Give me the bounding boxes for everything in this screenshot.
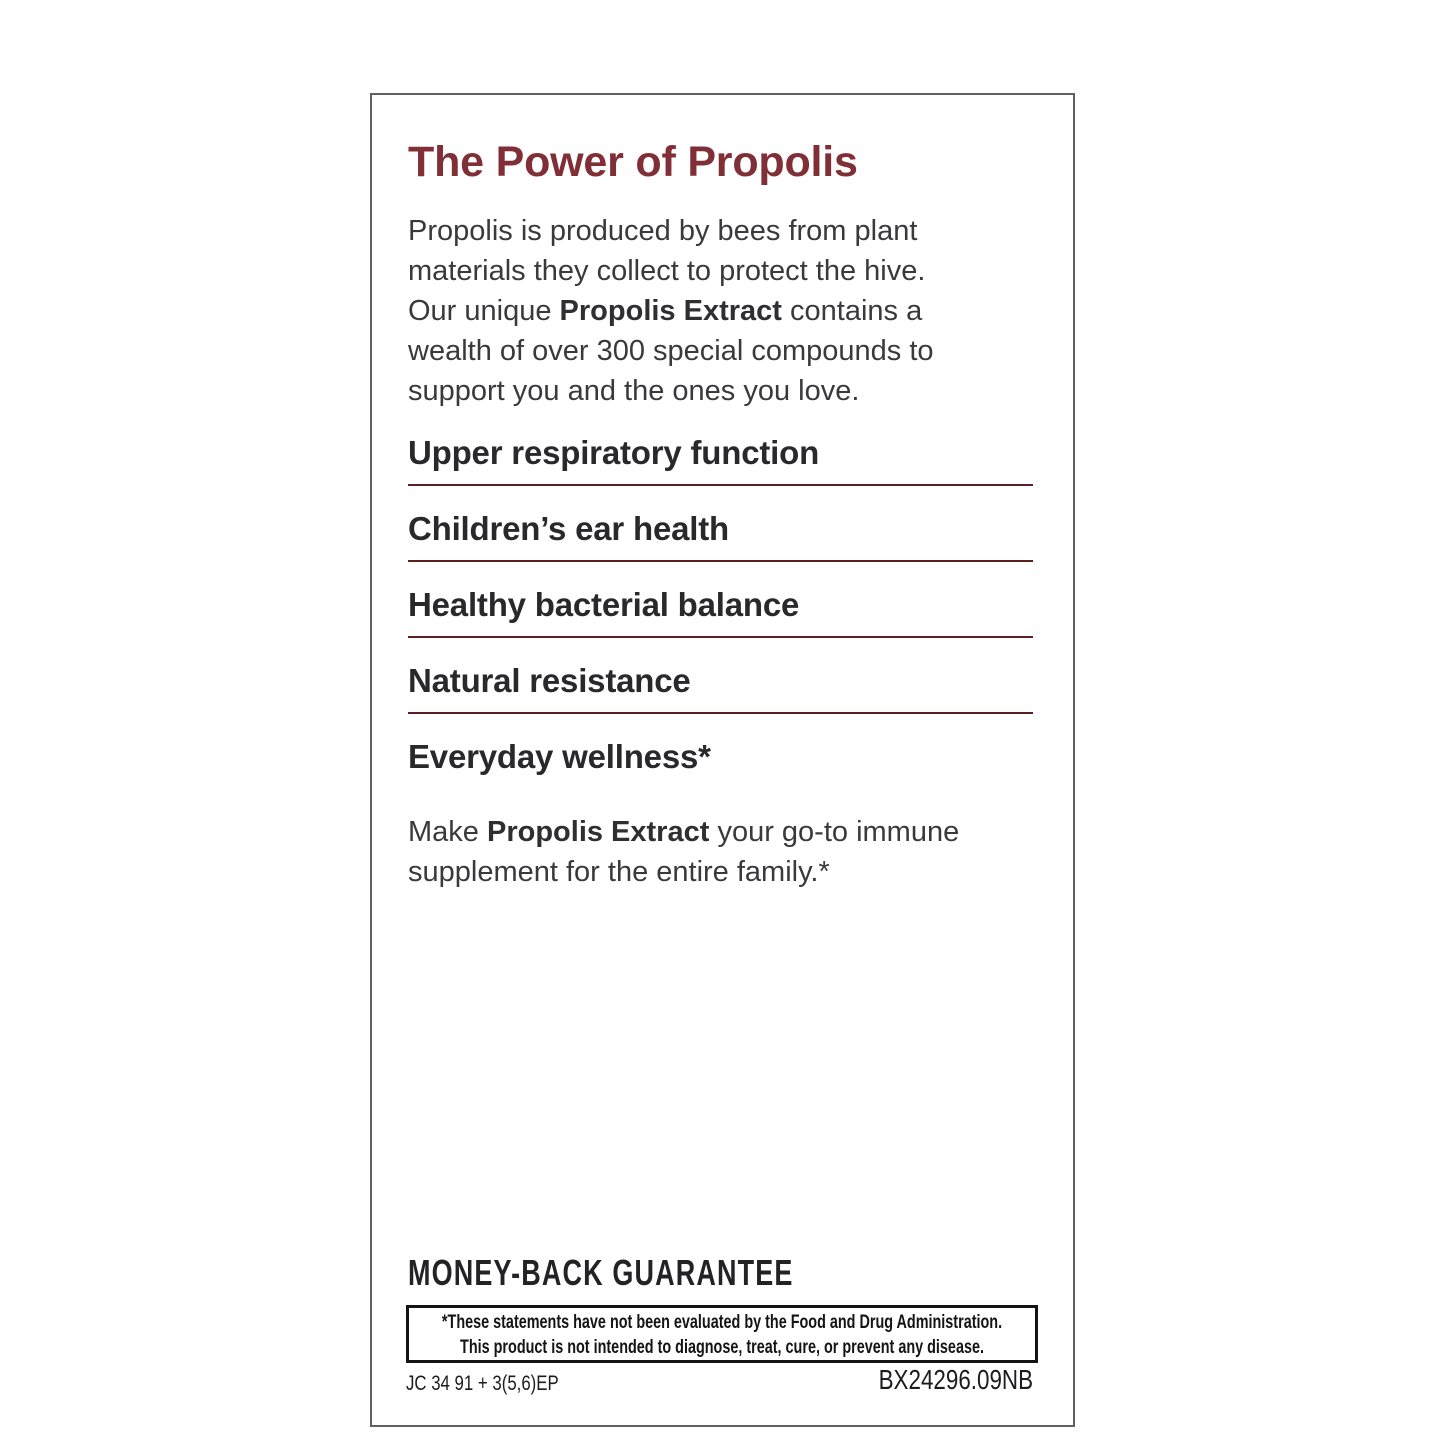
money-back-guarantee-text: MONEY-BACK GUARANTEE [408, 1252, 794, 1293]
benefit-item-upper-respiratory: Upper respiratory function [408, 433, 1033, 486]
intro-line-3-post: contains a [781, 295, 923, 327]
closing-paragraph [408, 812, 1033, 892]
fda-disclaimer-line-2: This product is not intended to diagnose, treat, cure, or prevent any disease. [460, 1337, 984, 1358]
production-code-left: JC 34 91 + 3(5,6)EP [406, 1372, 559, 1395]
intro-line-4-text: wealth of over 300 special compounds to [408, 335, 934, 367]
benefit-item-natural-resistance: Natural resistance [408, 661, 1033, 714]
product-name-bold-closing: Propolis Extract [486, 816, 710, 848]
fda-disclaimer-box [406, 1305, 1038, 1363]
intro-line-2 [408, 251, 1033, 291]
propolis-info-panel [370, 93, 1075, 1427]
benefits-list [408, 433, 1033, 777]
intro-line-5 [408, 371, 1033, 411]
fda-disclaimer-text [409, 1308, 1035, 1360]
fda-disclaimer-line-1: *These statements have not been evaluated by the Food and Drug Administration. [441, 1312, 1003, 1333]
benefit-item-ear-health: Children’s ear health [408, 509, 1033, 562]
production-codes-row [406, 1366, 1033, 1394]
intro-paragraph [408, 211, 1033, 411]
intro-line-3 [408, 291, 1033, 331]
intro-line-1 [408, 211, 1033, 251]
intro-line-1-text: Propolis is produced by bees from plant [408, 215, 918, 247]
closing-line-1 [408, 812, 1033, 852]
intro-line-4 [408, 331, 1033, 371]
intro-line-5-text: support you and the ones you love. [408, 375, 860, 407]
benefit-item-bacterial-balance: Healthy bacterial balance [408, 585, 1033, 638]
intro-line-3-pre: Our unique [408, 295, 560, 327]
closing-line-1-pre: Make [408, 816, 487, 848]
closing-line-2 [408, 852, 1033, 892]
product-name-bold: Propolis Extract [559, 295, 782, 327]
closing-line-1-post: your go-to immune [709, 816, 960, 848]
benefit-item-everyday-wellness: Everyday wellness* [408, 738, 711, 775]
closing-line-2-text: supplement for the entire family.* [408, 856, 830, 888]
money-back-guarantee-heading [408, 1252, 922, 1293]
panel-title: The Power of Propolis [408, 138, 858, 186]
production-code-right: BX24296.09NB [878, 1364, 1033, 1395]
intro-line-2-text: materials they collect to protect the hive. [408, 255, 926, 287]
